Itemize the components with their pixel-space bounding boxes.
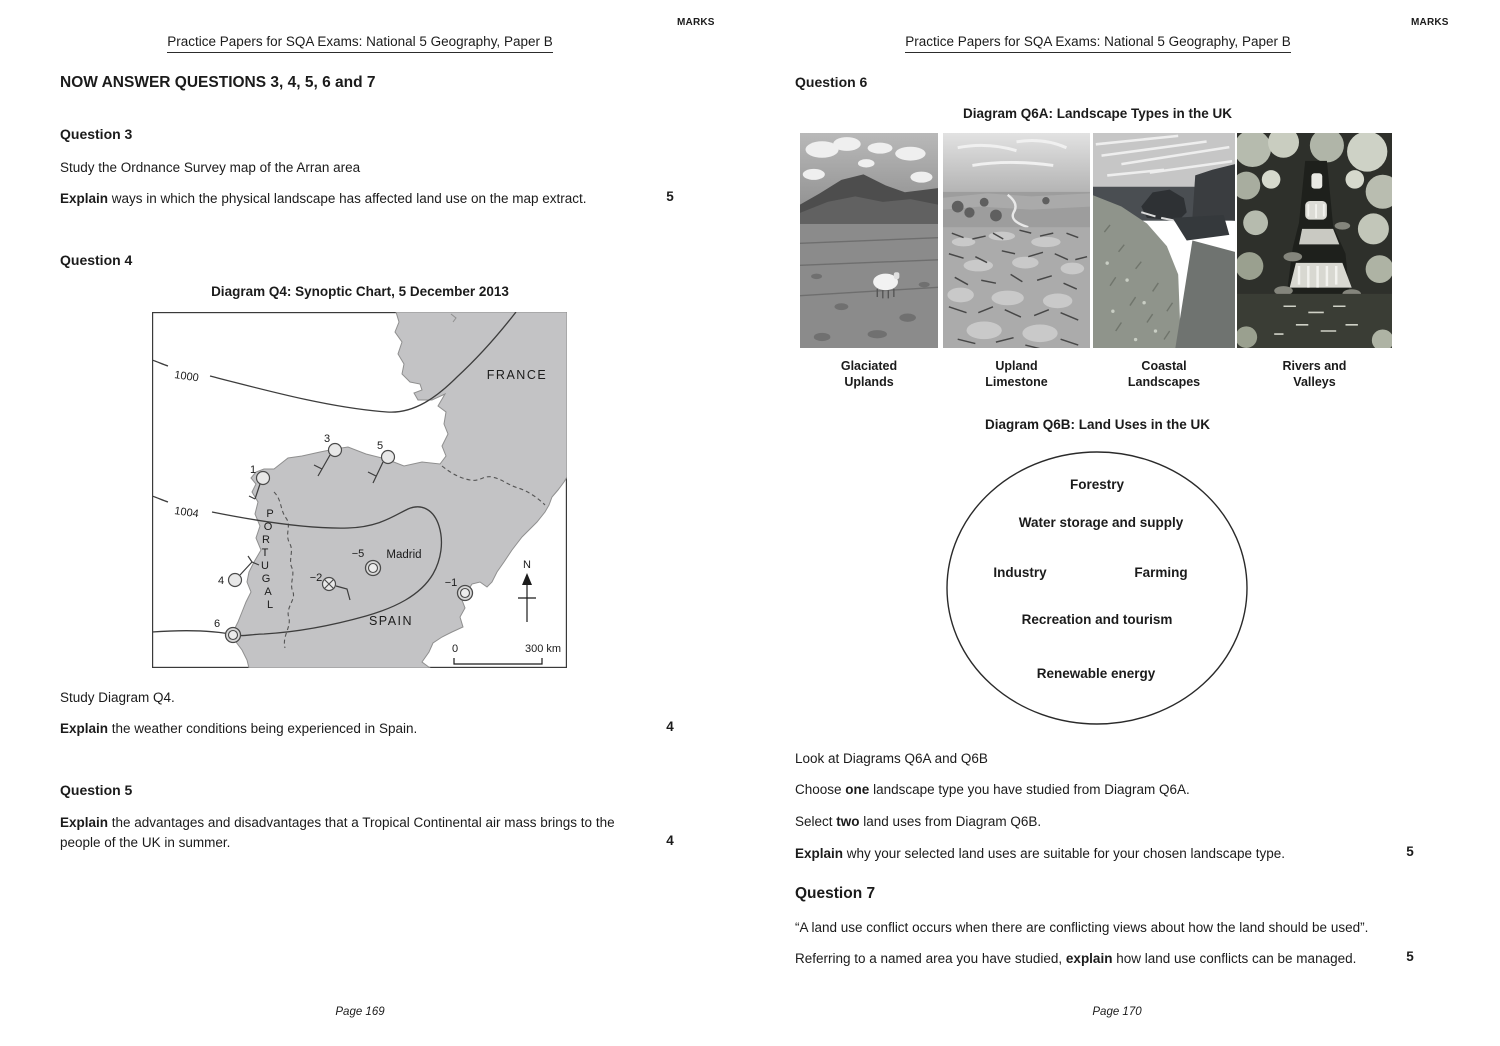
diagram-q4-title: Diagram Q4: Synoptic Chart, 5 December 2013 xyxy=(211,284,509,299)
station-circle xyxy=(329,444,342,457)
caption-upland-limestone: Upland Limestone xyxy=(985,359,1048,389)
station-temp: 5 xyxy=(376,440,384,452)
land-use-recreation: Recreation and tourism xyxy=(1021,612,1173,627)
question5-task-line2: people of the UK in summer. xyxy=(60,835,231,850)
station-circle xyxy=(382,451,395,464)
portugal-letter: U xyxy=(261,560,269,572)
isobar-1004-label: 1004 xyxy=(173,505,200,521)
photo-upland-limestone xyxy=(943,133,1090,353)
question3-task-rest: ways in which the physical landscape has affected land use on the map extract. xyxy=(108,191,587,206)
question4-task-rest: the weather conditions being experienced in Spain. xyxy=(108,721,418,736)
question4-marks: 4 xyxy=(666,719,674,734)
isobar-1000-label: 1000 xyxy=(173,369,200,385)
land-use-renewable: Renewable energy xyxy=(1036,666,1156,681)
question5-task-line1 xyxy=(60,813,700,833)
section-heading: NOW ANSWER QUESTIONS 3, 4, 5, 6 and 7 xyxy=(60,74,376,91)
question5-task-rest: the advantages and disadvantages that a Tropical Continental air mass brings to the xyxy=(108,815,615,830)
land-use-industry: Industry xyxy=(993,565,1047,580)
station-temp: 4 xyxy=(217,575,225,587)
portugal-letter: R xyxy=(262,534,270,546)
question4-task-bold: Explain xyxy=(60,721,109,736)
question3-task-bold: Explain xyxy=(60,191,109,206)
station-circle-inner xyxy=(229,631,238,640)
station-temp: −5 xyxy=(351,548,365,560)
question6-task: Explain why your selected land uses are suitable for your chosen landscape type. xyxy=(795,846,1286,861)
question6-title: Question 6 xyxy=(795,74,868,90)
question7-marks: 5 xyxy=(1406,949,1414,964)
marks-column-label-left: MARKS xyxy=(677,17,715,28)
question3-intro: Study the Ordnance Survey map of the Arran area xyxy=(60,160,361,175)
running-header-right xyxy=(798,33,1398,53)
photo-rivers-valleys xyxy=(1237,133,1392,353)
page-number-right: Page 170 xyxy=(1092,1006,1142,1018)
land-use-farming: Farming xyxy=(1134,565,1188,580)
page-number-left: Page 169 xyxy=(335,1006,385,1018)
station-temp: 1 xyxy=(249,464,257,476)
cove-water xyxy=(1173,215,1230,240)
france-label: FRANCE xyxy=(486,368,548,382)
question6-select: Select two land uses from Diagram Q6B. xyxy=(795,814,1042,829)
question4-study: Study Diagram Q4. xyxy=(60,690,175,705)
marks-column-label-right: MARKS xyxy=(1411,17,1449,28)
portugal-letter: L xyxy=(266,599,274,611)
caption-rivers-valleys: Rivers and Valleys xyxy=(1282,359,1347,389)
question7-title: Question 7 xyxy=(795,885,876,902)
question3-task xyxy=(60,189,660,209)
station-temp: −1 xyxy=(444,577,458,589)
running-header-text: Practice Papers for SQA Exams: National 5 Geography, Paper B xyxy=(167,34,552,53)
diagram-q6b-land-uses xyxy=(945,450,1251,735)
question7-quote: “A land use conflict occurs when there are conflicting views about how the land should be used”. xyxy=(795,920,1369,935)
diagram-q4-synoptic-chart xyxy=(152,312,567,673)
portugal-letter: P xyxy=(266,508,274,520)
caption-glaciated-uplands: Glaciated Uplands xyxy=(840,359,898,389)
question5-marks: 4 xyxy=(666,833,674,848)
madrid-label: Madrid xyxy=(386,549,422,561)
station-temp: 3 xyxy=(323,433,331,445)
question4-title: Question 4 xyxy=(60,252,133,268)
photo-glaciated-uplands xyxy=(800,133,938,353)
running-header-text: Practice Papers for SQA Exams: National 5 Geography, Paper B xyxy=(905,34,1290,53)
land-uses-circle xyxy=(947,452,1247,724)
synoptic-chart-svg xyxy=(152,312,567,668)
lower-slope xyxy=(1175,241,1235,349)
land-use-forestry: Forestry xyxy=(1069,477,1125,492)
portugal-letter: A xyxy=(264,586,272,598)
station-circle xyxy=(257,472,270,485)
photo-coastal-landscapes xyxy=(1093,133,1235,353)
question4-task xyxy=(60,719,660,739)
north-label: N xyxy=(523,559,531,571)
portugal-letter: G xyxy=(261,573,271,585)
station-temp: −2 xyxy=(309,572,323,584)
question6-look: Look at Diagrams Q6A and Q6B xyxy=(795,751,988,766)
question7-task: Referring to a named area you have studied, explain how land use conflicts can be managed. xyxy=(795,951,1357,966)
station-temp: 6 xyxy=(213,618,221,630)
diagram-q6b-title: Diagram Q6B: Land Uses in the UK xyxy=(984,417,1211,432)
station-circle-inner xyxy=(461,589,470,598)
portugal-letter: T xyxy=(261,547,269,559)
station-circle-inner xyxy=(369,564,378,573)
scale-zero: 0 xyxy=(451,643,459,655)
land-use-water: Water storage and supply xyxy=(1018,515,1184,530)
portugal-letter: O xyxy=(263,521,273,533)
question5-task-bold: Explain xyxy=(60,815,109,830)
running-header-left xyxy=(60,33,660,53)
question5-title: Question 5 xyxy=(60,782,133,798)
spain-label: SPAIN xyxy=(368,614,414,628)
question3-marks: 5 xyxy=(666,189,674,204)
caption-coastal-landscapes: Coastal Landscapes xyxy=(1127,359,1201,389)
station-circle xyxy=(229,574,242,587)
pool xyxy=(1237,294,1392,348)
scale-end: 300 km xyxy=(524,643,562,655)
question6-choose: Choose one landscape type you have studied from Diagram Q6A. xyxy=(795,782,1190,797)
diagram-q6a-title: Diagram Q6A: Landscape Types in the UK xyxy=(962,106,1233,121)
question3-title: Question 3 xyxy=(60,126,133,142)
question6-marks: 5 xyxy=(1406,844,1414,859)
